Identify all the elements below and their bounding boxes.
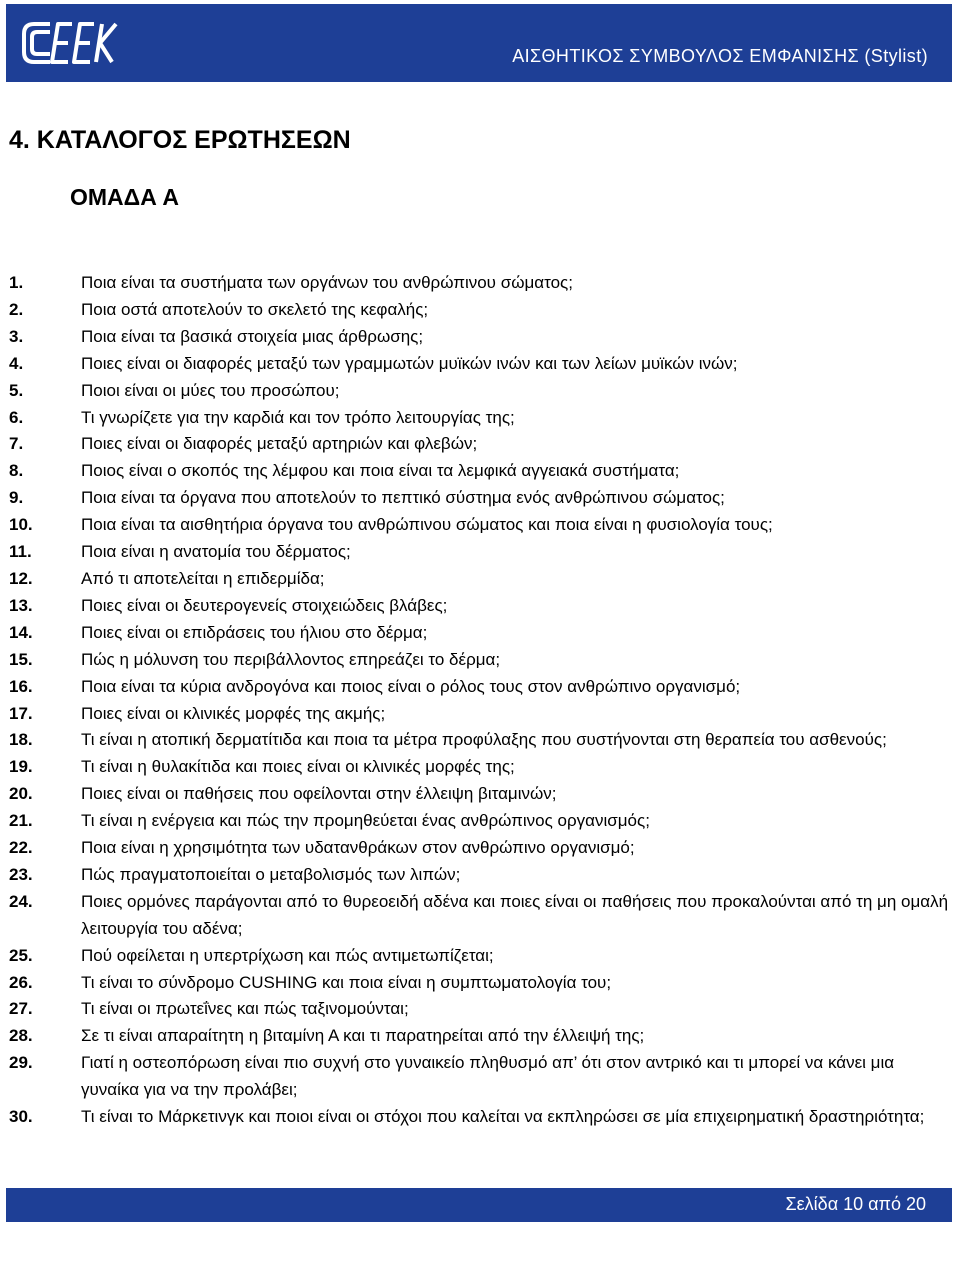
question-text: Ποια είναι τα όργανα που αποτελούν το πεπτικό σύστημα ενός ανθρώπινου σώματος;	[81, 488, 725, 508]
question-item	[9, 889, 955, 943]
group-title: ΟΜΑΔΑ Α	[70, 184, 179, 210]
question-item	[9, 1104, 955, 1131]
question-number: 24.	[9, 891, 33, 911]
question-item	[9, 1023, 955, 1050]
question-text: Ποια είναι τα κύρια ανδρογόνα και ποιος είναι ο ρόλος τους στον ανθρώπινο οργανισμό;	[81, 676, 741, 696]
question-item	[9, 862, 955, 889]
question-item	[9, 270, 955, 297]
question-text: Ποια είναι η χρησιμότητα των υδατανθράκων στον ανθρώπινο οργανισμό;	[81, 838, 635, 858]
question-item	[9, 351, 955, 378]
question-item	[9, 943, 955, 970]
question-item	[9, 620, 955, 647]
question-item	[9, 674, 955, 701]
footer-bar	[6, 1188, 952, 1222]
question-text: Τι γνωρίζετε για την καρδιά και τον τρόπο λειτουργίας της;	[81, 407, 515, 427]
question-number: 27.	[9, 999, 33, 1019]
question-list	[9, 270, 955, 1131]
question-item	[9, 431, 955, 458]
question-item	[9, 1050, 955, 1104]
question-number: 25.	[9, 945, 33, 965]
question-item	[9, 593, 955, 620]
question-text: Πώς η μόλυνση του περιβάλλοντος επηρεάζει το δέρμα;	[81, 649, 501, 669]
question-item	[9, 970, 955, 997]
question-text: Ποια είναι τα βασικά στοιχεία μιας άρθρωσης;	[81, 326, 424, 346]
question-item	[9, 405, 955, 432]
question-number: 29.	[9, 1053, 33, 1073]
question-number: 19.	[9, 757, 33, 777]
question-number: 6.	[9, 407, 24, 427]
question-item	[9, 566, 955, 593]
question-number: 8.	[9, 461, 24, 481]
question-text: Τι είναι το Μάρκετινγκ και ποιοι είναι οι στόχοι που καλείται να εκπληρώσει σε μία επιχειρηματική δραστηριότητα;	[81, 1107, 925, 1127]
question-number: 26.	[9, 972, 33, 992]
question-number: 10.	[9, 515, 33, 535]
question-number: 20.	[9, 784, 33, 804]
question-text: Τι είναι η θυλακίτιδα και ποιες είναι οι κλινικές μορφές της;	[81, 757, 515, 777]
question-text: Ποιες είναι οι διαφορές μεταξύ αρτηριών και φλεβών;	[81, 434, 478, 454]
question-number: 18.	[9, 730, 33, 750]
question-item	[9, 485, 955, 512]
question-number: 23.	[9, 864, 33, 884]
question-number: 2.	[9, 299, 24, 319]
question-text: Σε τι είναι απαραίτητη η βιταμίνη Α και τι παρατηρείται από την έλλειψή της;	[81, 1026, 645, 1046]
question-item	[9, 996, 955, 1023]
question-text: Ποιες είναι οι διαφορές μεταξύ των γραμμωτών μυϊκών ινών και των λείων μυϊκών ινών;	[81, 353, 738, 373]
question-text: Ποιες ορμόνες παράγονται από το θυρεοειδή αδένα και ποιες είναι οι παθήσεις που προκαλούνται από τη μη ομαλή λειτουργία του αδένα;	[81, 891, 949, 938]
question-item	[9, 539, 955, 566]
question-number: 22.	[9, 838, 33, 858]
question-text: Πού οφείλεται η υπερτρίχωση και πώς αντιμετωπίζεται;	[81, 945, 494, 965]
question-text: Ποια είναι τα συστήματα των οργάνων του ανθρώπινου σώματος;	[81, 273, 573, 292]
question-number: 11.	[9, 542, 32, 562]
question-text: Ποιος είναι ο σκοπός της λέμφου και ποια είναι τα λεμφικά αγγειακά συστήματα;	[81, 461, 680, 481]
question-item	[9, 781, 955, 808]
question-number: 17.	[9, 703, 33, 723]
question-number: 12.	[9, 568, 33, 588]
header-bar	[6, 4, 952, 82]
question-text: Ποιες είναι οι κλινικές μορφές της ακμής;	[81, 703, 386, 723]
question-number: 21.	[9, 811, 33, 831]
question-item	[9, 297, 955, 324]
question-item	[9, 727, 955, 754]
question-item	[9, 701, 955, 728]
question-text: Τι είναι οι πρωτεΐνες και πώς ταξινομούνται;	[81, 999, 409, 1019]
question-text: Ποιοι είναι οι μύες του προσώπου;	[81, 380, 340, 400]
question-item	[9, 647, 955, 674]
question-text: Γιατί η οστεοπόρωση είναι πιο συχνή στο γυναικείο πληθυσμό απ’ ότι στον αντρικό και τι μπορεί να κάνει μια γυναίκα για να την προλάβει;	[81, 1053, 895, 1100]
question-number: 1.	[9, 273, 24, 292]
question-text: Τι είναι το σύνδρομο CUSHING και ποια είναι η συμπτωματολογία του;	[81, 972, 612, 992]
question-item	[9, 835, 955, 862]
question-number: 7.	[9, 434, 24, 454]
question-number: 5.	[9, 380, 24, 400]
question-text: Πώς πραγματοποιείται ο μεταβολισμός των λιπών;	[81, 864, 461, 884]
question-text: Από τι αποτελείται η επιδερμίδα;	[81, 568, 325, 588]
question-number: 3.	[9, 326, 24, 346]
question-item	[9, 512, 955, 539]
question-item	[9, 458, 955, 485]
question-text: Τι είναι η ατοπική δερματίτιδα και ποια τα μέτρα προφύλαξης που συστήνονται στη θεραπεία του ασθενούς;	[81, 730, 887, 750]
question-text: Τι είναι η ενέργεια και πώς την προμηθεύεται ένας ανθρώπινος οργανισμός;	[81, 811, 650, 831]
page-number: Σελίδα 10 από 20	[785, 1194, 926, 1214]
question-text: Ποιες είναι οι επιδράσεις του ήλιου στο δέρμα;	[81, 622, 428, 642]
question-number: 15.	[9, 649, 33, 669]
question-number: 13.	[9, 595, 33, 615]
question-text: Ποια είναι η ανατομία του δέρματος;	[81, 542, 351, 562]
question-number: 14.	[9, 622, 33, 642]
question-item	[9, 378, 955, 405]
question-item	[9, 754, 955, 781]
question-number: 4.	[9, 353, 24, 373]
section-title: 4. ΚΑΤΑΛΟΓΟΣ ΕΡΩΤΗΣΕΩΝ	[9, 126, 351, 154]
question-item	[9, 324, 955, 351]
header-title: ΑΙΣΘΗΤΙΚΟΣ ΣΥΜΒΟΥΛΟΣ ΕΜΦΑΝΙΣΗΣ (Stylist)	[512, 46, 928, 66]
question-number: 16.	[9, 676, 33, 696]
question-number: 28.	[9, 1026, 33, 1046]
question-item	[9, 808, 955, 835]
question-text: Ποιες είναι οι δευτερογενείς στοιχειώδεις βλάβες;	[81, 595, 448, 615]
question-number: 9.	[9, 488, 24, 508]
question-text: Ποια είναι τα αισθητήρια όργανα του ανθρώπινου σώματος και ποια είναι η φυσιολογία τους;	[81, 515, 773, 535]
ceek-logo-icon	[20, 18, 120, 68]
question-text: Ποια οστά αποτελούν το σκελετό της κεφαλής;	[81, 299, 429, 319]
question-number: 30.	[9, 1107, 33, 1127]
question-text: Ποιες είναι οι παθήσεις που οφείλονται στην έλλειψη βιταμινών;	[81, 784, 557, 804]
